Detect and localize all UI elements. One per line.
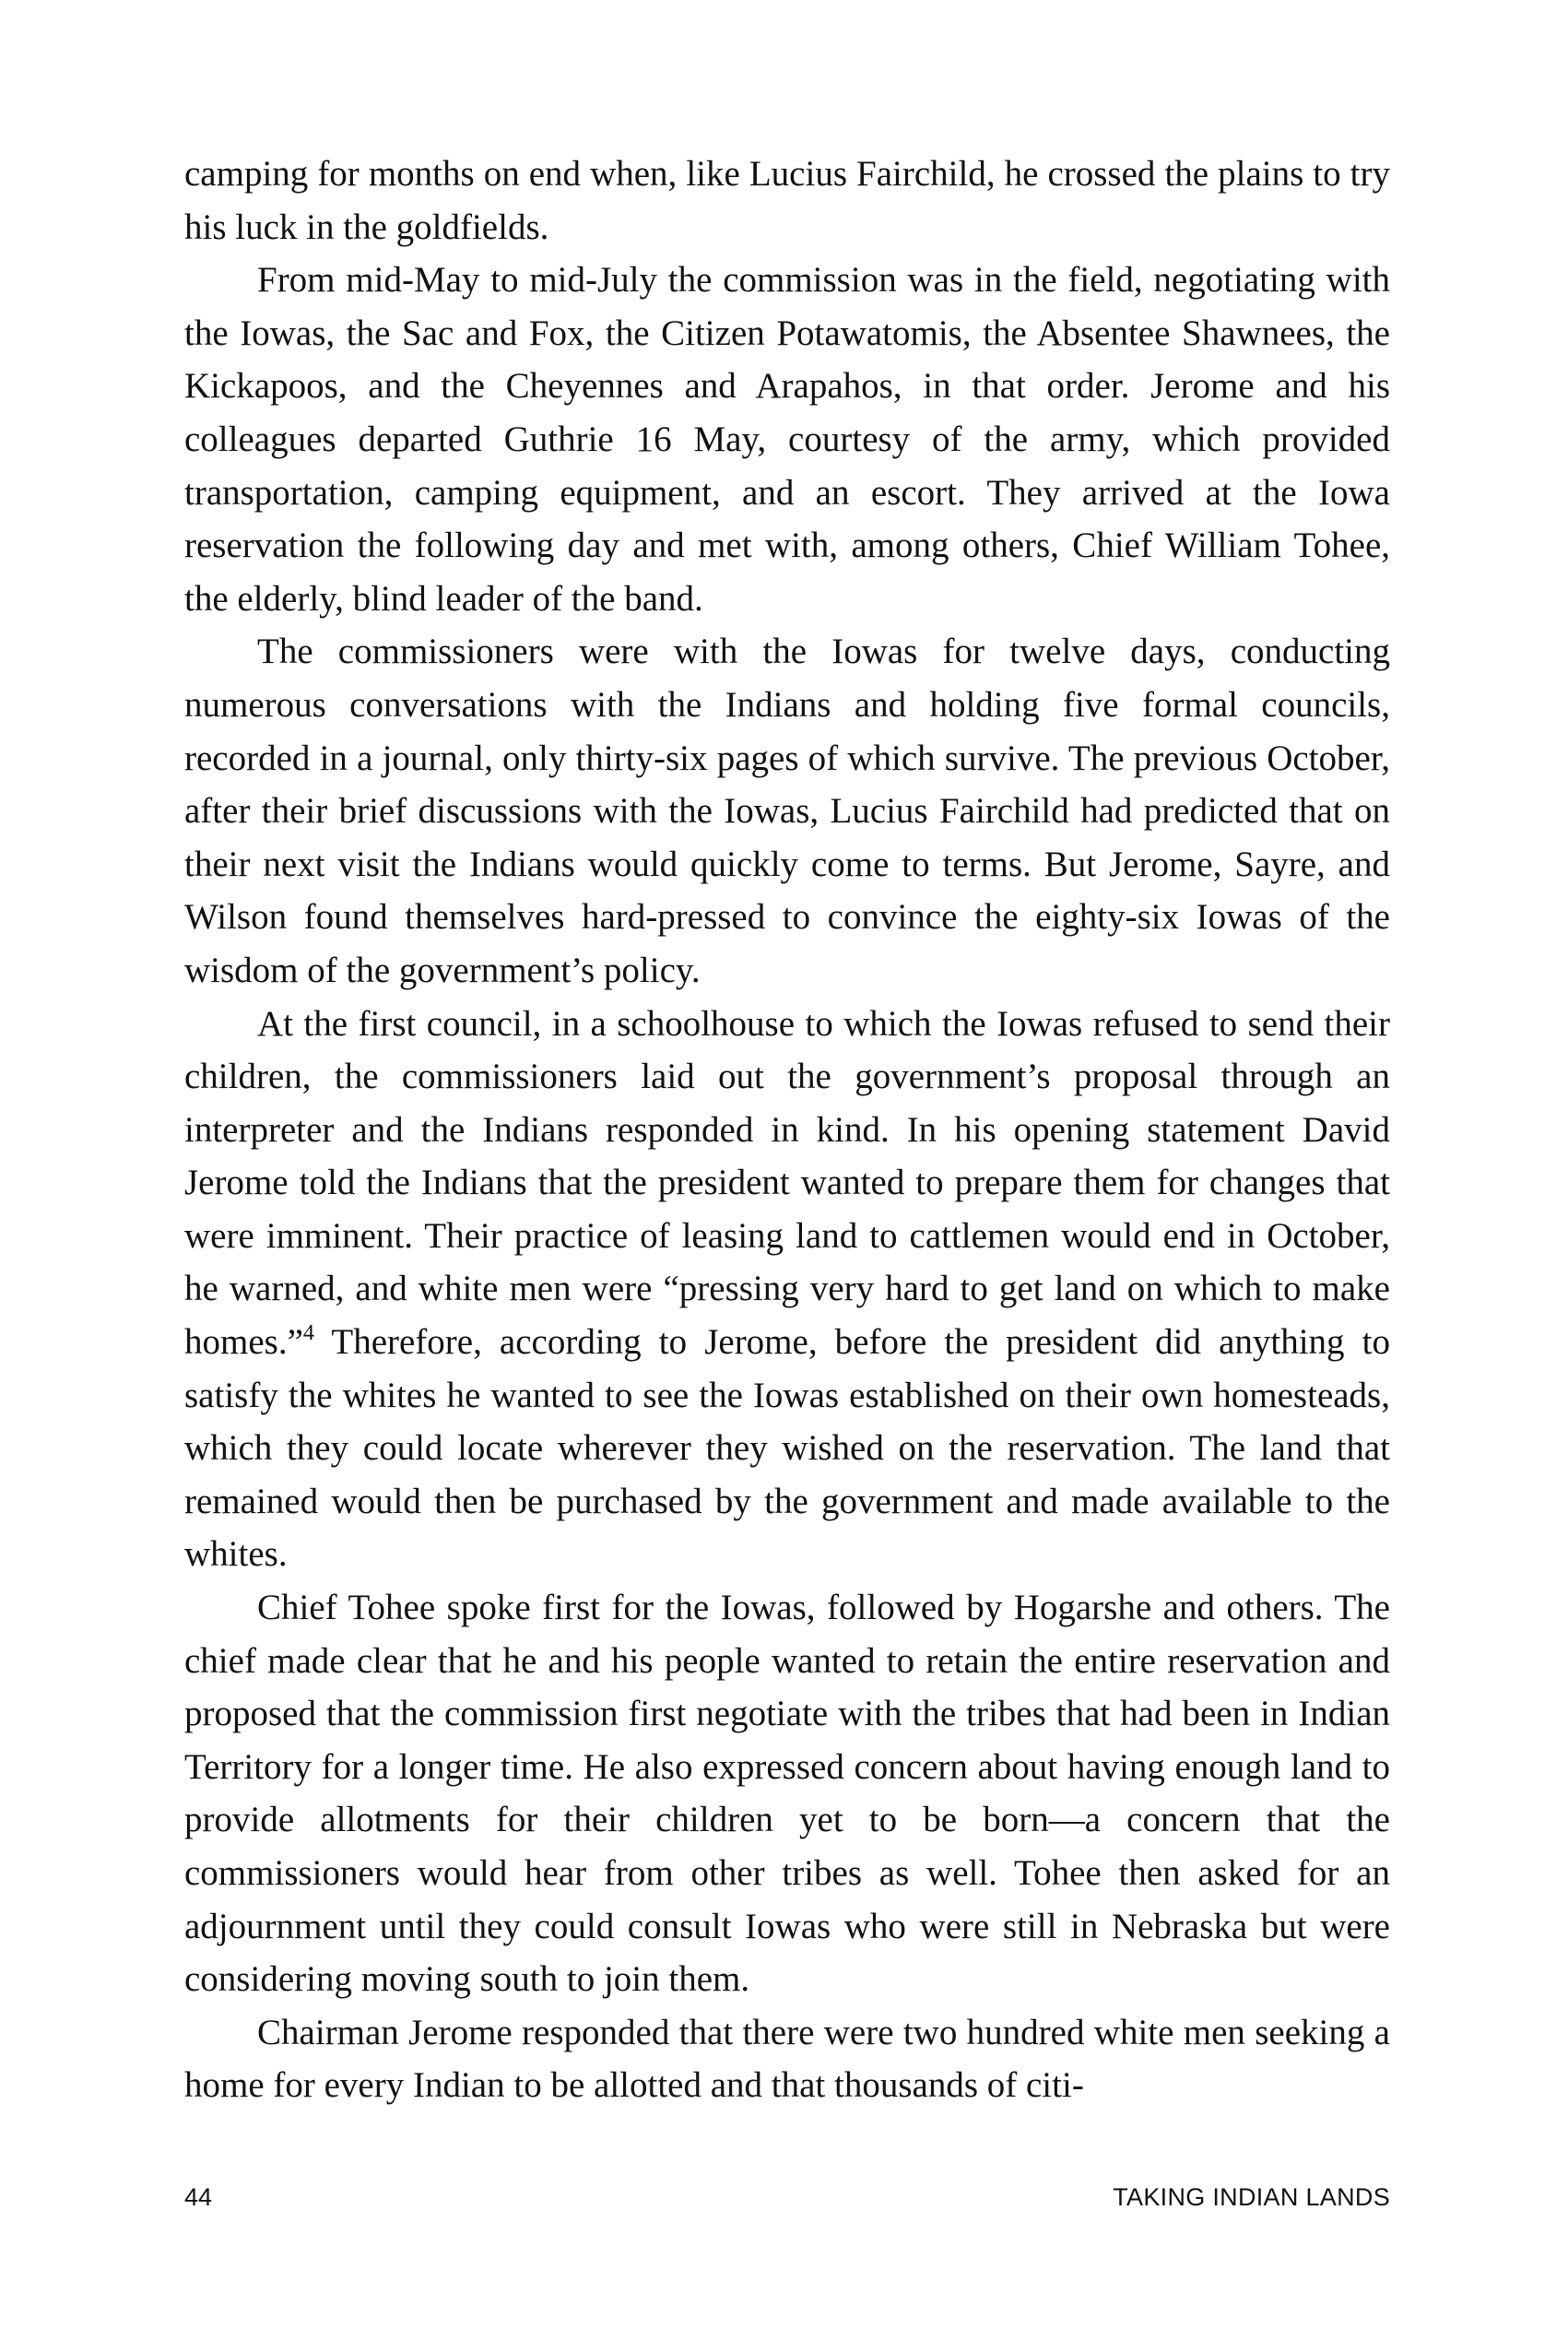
paragraph (184, 998, 1390, 1582)
paragraph: From mid-May to mid-July the commission was in the field, negotiating with the Iowas, the Sac and Fox, the Citizen Potawatomis, the Absentee Shawnees, the Kickapoos, and the Cheyennes and Arapahos, in that order. Jerome and his colleagues departed Guthrie 16 May, courtesy of the army, which provided transportation, camping equipment, and an escort. They arrived at the Iowa reservation the following day and met with, among others, Chief William Tohee, the elderly, blind leader of the band. (184, 260, 1390, 619)
body-text (184, 148, 1390, 2112)
paragraph-text: At the first council, in a schoolhouse to which the Iowas refused to send their children, the commissioners laid out the government’s proposal through an interpreter and the Indians responded in kind. In his opening statement David Jerome told the Indians that the president wanted to prepare them for changes that were imminent. Their practice of leasing land to cattlemen would end in October, he warned, and white men were “pressing very hard to get land on which to make homes.” (184, 1003, 1390, 1363)
paragraph-text: Therefore, according to Jerome, before the president did anything to satisfy the whites he wanted to see the Iowas established on their own homesteads, which they could locate wherever they wished on the reservation. The land that remained would then be purchased by the government and made available to the whites. (184, 1322, 1390, 1575)
page-number: 44 (184, 2183, 213, 2211)
paragraph: Chief Tohee spoke first for the Iowas, followed by Hogarshe and others. The chief made clear that he and his people wanted to retain the entire reservation and proposed that the commission first negotiate with the tribes that had been in Indian Territory for a longer time. He also expressed concern about having enough land to provide allotments for their children yet to be born—a concern that the commissioners would hear from other tribes as well. Tohee then asked for an adjournment until they could consult Iowas who were still in Nebraska but were considering moving south to join them. (184, 1588, 1390, 2000)
paragraph: camping for months on end when, like Lucius Fairchild, he crossed the plains to try his luck in the goldfields. (184, 154, 1390, 247)
running-head: TAKING INDIAN LANDS (1113, 2183, 1390, 2211)
footnote-reference[interactable]: 4 (302, 1320, 314, 1346)
paragraph: The commissioners were with the Iowas for twelve days, conducting numerous conversations with the Indians and holding five formal councils, recorded in a journal, only thirty-six pages of which survive. The previous October, after their brief discussions with the Iowas, Lucius Fairchild had predicted that on their next visit the Indians would quickly come to terms. But Jerome, Sayre, and Wilson found themselves hard-pressed to convince the eighty-six Iowas of the wisdom of the government’s policy. (184, 632, 1390, 990)
paragraph: Chairman Jerome responded that there were two hundred white men seeking a home for every Indian to be allotted and that thousands of citi- (184, 2012, 1390, 2106)
